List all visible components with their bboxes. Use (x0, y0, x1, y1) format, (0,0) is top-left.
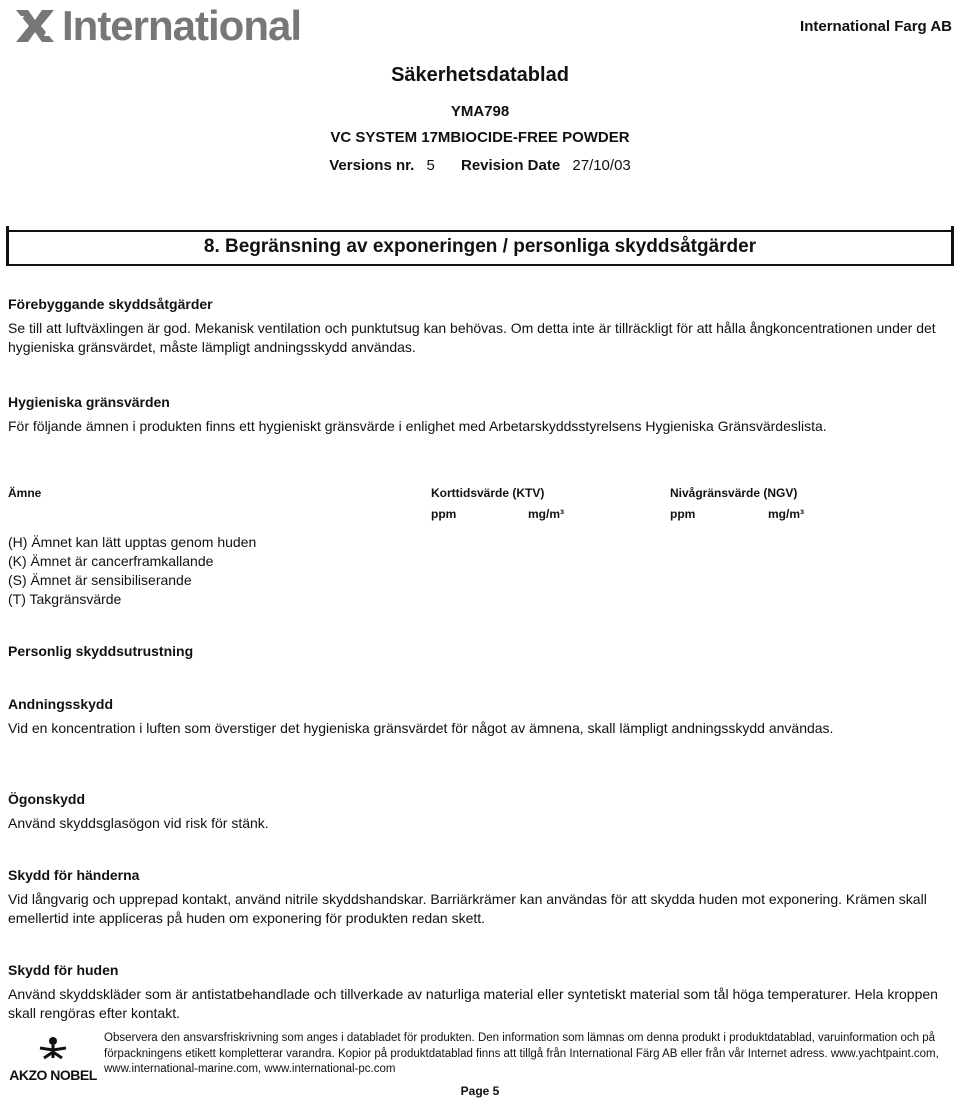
preventive-heading: Förebyggande skyddsåtgärder (8, 296, 213, 312)
limits-text: För följande ämnen i produkten finns ett hygieniskt gränsvärde i enlighet med Arbetarskyddsstyrelsens Hygieniska Gränsvärdeslista. (8, 418, 827, 434)
respiratory-text: Vid en koncentration i luften som överstiger det hygieniska gränsvärdet för något av ämnena, skall lämpligt andningsskydd användas. (8, 720, 834, 736)
akzo-nobel-logo (8, 1036, 98, 1083)
note-item: (S) Ämnet är sensibiliserande (8, 572, 192, 588)
version-line (0, 157, 960, 174)
ngv-unit-ppm: ppm (670, 507, 696, 521)
footer-disclaimer: Observera den ansvarsfriskrivning som anges i databladet för produkten. Den information som lämnas om denna produkt i produktdatablad, varuinformation och på förpackningens etikett kompletterar varandra. Kopior på produktdatablad finns att tillgå från International Färg AB eller från vår Internet adress. www.yachtpaint.com, www.international-marine.com, www.international-pc.com (104, 1032, 939, 1075)
product-code: YMA798 (450, 103, 510, 120)
logo-text: International (62, 2, 302, 49)
eye-text: Använd skyddsglasögon vid risk för stänk. (8, 815, 269, 831)
col-ngv: Nivågränsvärde (NGV) (670, 486, 798, 500)
ktv-unit-mg: mg/m³ (528, 507, 564, 521)
revision-value: 27/10/03 (572, 157, 631, 174)
hand-text: Vid långvarig och upprepad kontakt, använd nitrile skyddshandskar. Barriärkrämer kan användas för att skydda huden mot exponering. Krämen skall emellertid inte appliceras på huden om exponering för produkten redan skett. (8, 891, 927, 926)
ppe-heading: Personlig skyddsutrustning (8, 643, 194, 659)
akzo-figure-icon (30, 1036, 76, 1060)
respiratory-heading: Andningsskydd (8, 696, 114, 712)
section-title: 8. Begränsning av exponeringen / personliga skyddsåtgärder (203, 236, 757, 257)
limits-heading: Hygieniska gränsvärden (8, 394, 170, 410)
col-ktv: Korttidsvärde (KTV) (431, 486, 545, 500)
page-number: Page 5 (460, 1084, 500, 1098)
akzo-logo-text: AKZO NOBEL (9, 1067, 97, 1083)
note-item: (K) Ämnet är cancerframkallande (8, 553, 214, 569)
cross-logo-icon (12, 6, 58, 46)
version-label: Versions nr. (329, 157, 415, 174)
company-name: International Farg AB (800, 18, 952, 35)
skin-text: Använd skyddskläder som är antistatbehandlade och tillverkade av naturliga material eller syntetiskt material som tål höga temperaturer. Hela kroppen skall rengöras efter kontakt. (8, 986, 938, 1021)
product-name: VC SYSTEM 17MBIOCIDE-FREE POWDER (330, 129, 630, 146)
international-logo (12, 4, 301, 48)
ngv-unit-mg: mg/m³ (768, 507, 804, 521)
document-title: Säkerhetsdatablad (391, 64, 569, 86)
eye-heading: Ögonskydd (8, 791, 86, 807)
skin-heading: Skydd för huden (8, 962, 119, 978)
preventive-text: Se till att luftväxlingen är god. Mekanisk ventilation och punktutsug kan behövas. Om detta inte är tillräckligt för att hålla ångkoncentrationen under det hygieniska gränsvärdet, måste lämpligt andningsskydd användas. (8, 320, 936, 355)
note-item: (H) Ämnet kan lätt upptas genom huden (8, 534, 257, 550)
col-substance: Ämne (8, 486, 42, 500)
version-value: 5 (426, 157, 435, 174)
hand-heading: Skydd för händerna (8, 867, 140, 883)
revision-label: Revision Date (460, 157, 561, 174)
note-item: (T) Takgränsvärde (8, 591, 122, 607)
ktv-unit-ppm: ppm (431, 507, 457, 521)
